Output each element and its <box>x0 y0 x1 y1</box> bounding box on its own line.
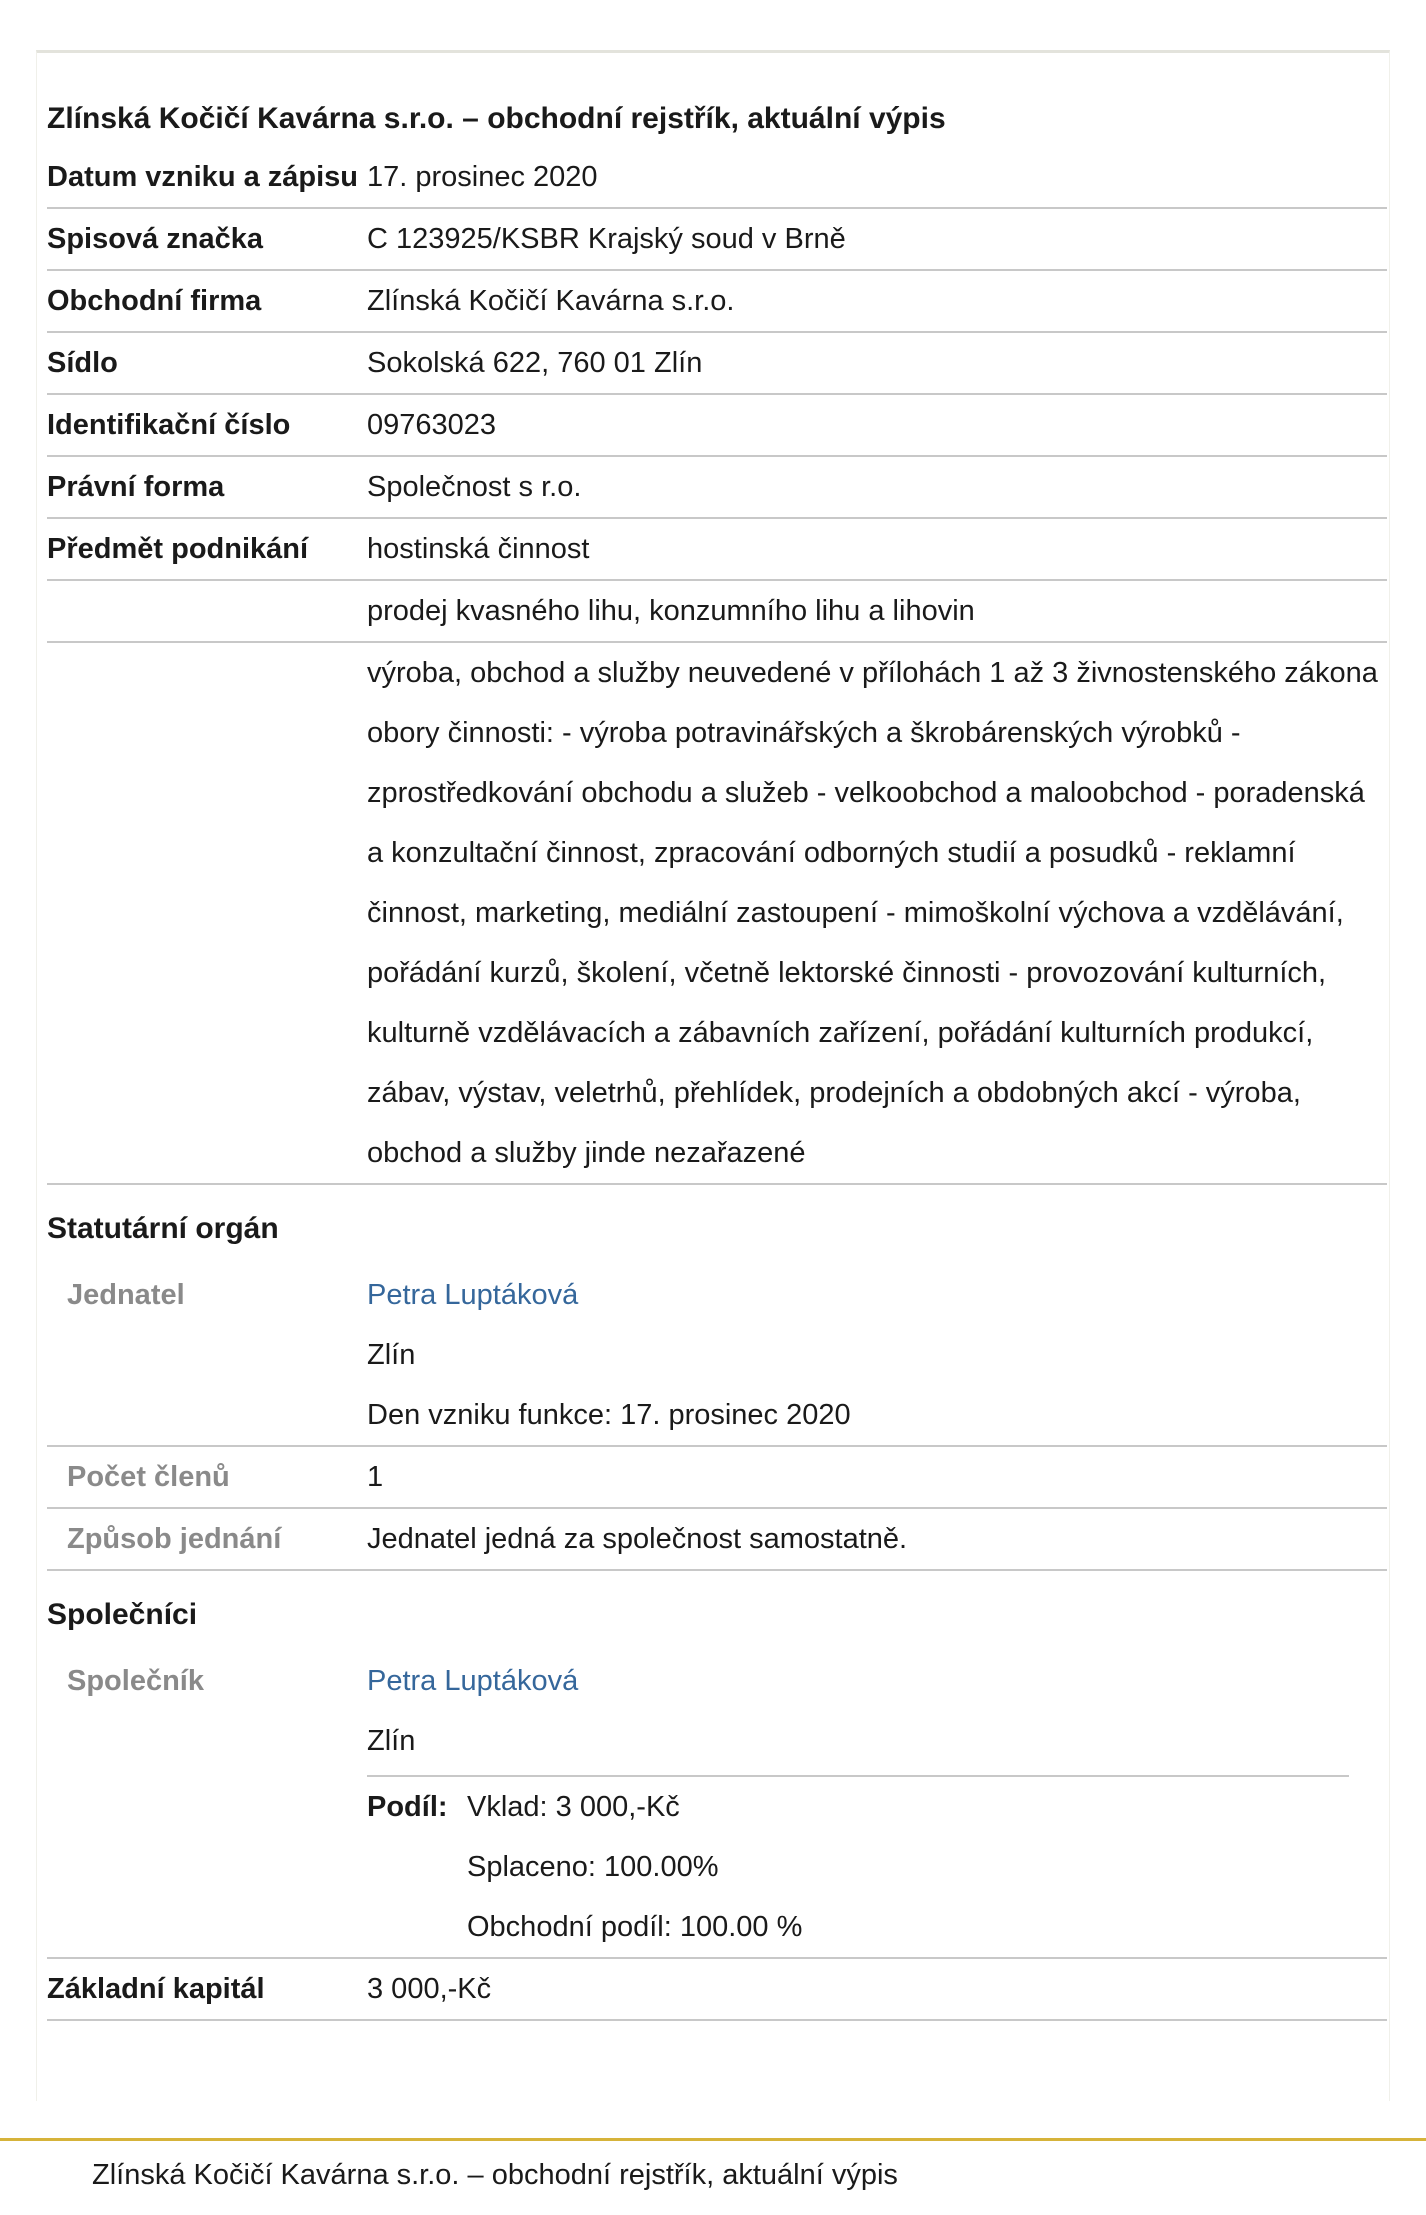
jednatel-since: Den vzniku funkce: 17. prosinec 2020 <box>367 1399 851 1431</box>
jednatel-name-link[interactable]: Petra Luptáková <box>367 1279 579 1311</box>
row-value: Jednatel jedná za společnost samostatně. <box>367 1523 908 1555</box>
row-predmet-podnikani-3 <box>47 643 1387 1185</box>
predmet-item: výroba, obchod a služby neuvedené v přílohách 1 až 3 živnostenského zákona obory činnosti: - výroba potravinářských a škrobárenských výrobků - zprostředkování obchodu a služeb - velkoobchod a maloobchod - poradenská a konzultační činnost, zpracování odborných studií a posudků - reklamní činnost, marketing, mediální zastoupení - mimoškolní výchova a vzdělávání, pořádání kurzů, školení, včetně lektorské činnosti - provozování kulturních, kulturně vzdělávacích a zábavních zařízení, pořádání kulturních produkcí, zábav, výstav, veletrhů, přehlídek, prodejních a obdobných akcí - výroba, obchod a služby jinde nezařazené <box>367 657 1378 1169</box>
row-label: Datum vzniku a zápisu <box>47 161 359 193</box>
page-footer <box>0 2138 1426 2215</box>
jednatel-details <box>367 1265 1387 1445</box>
obchodni-podil-value: Obchodní podíl: 100.00 % <box>467 1911 803 1943</box>
row-label: Obchodní firma <box>47 285 262 317</box>
row-identifikacni-cislo <box>47 395 1387 457</box>
row-label: Identifikační číslo <box>47 409 291 441</box>
predmet-item: prodej kvasného lihu, konzumního lihu a lihovin <box>367 595 975 627</box>
row-pravni-forma <box>47 457 1387 519</box>
row-label: Počet členů <box>67 1461 230 1493</box>
row-label: Jednatel <box>67 1279 185 1311</box>
row-label: Spisová značka <box>47 223 263 255</box>
row-obchodni-firma <box>47 271 1387 333</box>
predmet-item: hostinská činnost <box>367 533 590 565</box>
row-value: Společnost s r.o. <box>367 471 582 503</box>
row-label-empty <box>47 643 367 1183</box>
row-zpusob-jednani <box>47 1509 1387 1571</box>
spolecnik-name-link[interactable]: Petra Luptáková <box>367 1665 579 1697</box>
section-statutarni-organ: Statutární orgán <box>47 1212 279 1245</box>
row-value: Sokolská 622, 760 01 Zlín <box>367 347 703 379</box>
row-label: Předmět podnikání <box>47 533 309 565</box>
row-label: Sídlo <box>47 347 118 379</box>
podil-label: Podíl: <box>367 1791 448 1823</box>
register-extract-panel <box>36 50 1390 2101</box>
row-label-empty <box>47 581 367 641</box>
row-value: 17. prosinec 2020 <box>367 161 598 193</box>
page-title: Zlínská Kočičí Kavárna s.r.o. – obchodní rejstřík, aktuální výpis <box>47 102 946 135</box>
row-label: Základní kapitál <box>47 1973 265 2005</box>
row-predmet-podnikani-2 <box>47 581 1387 643</box>
footer-title: Zlínská Kočičí Kavárna s.r.o. – obchodní rejstřík, aktuální výpis <box>92 2159 898 2191</box>
row-predmet-podnikani <box>47 519 1387 581</box>
row-sidlo <box>47 333 1387 395</box>
section-spolecnici: Společníci <box>47 1598 198 1631</box>
spolecnik-city: Zlín <box>367 1725 416 1757</box>
podil-block <box>367 1775 1349 1957</box>
row-label: Společník <box>67 1665 204 1697</box>
register-extract <box>47 99 1387 2021</box>
row-jednatel <box>47 1265 1387 1447</box>
row-value: Zlínská Kočičí Kavárna s.r.o. <box>367 285 735 317</box>
row-spisova-znacka <box>47 209 1387 271</box>
row-label: Právní forma <box>47 471 225 503</box>
row-spolecnik <box>47 1651 1387 1959</box>
row-value: 1 <box>367 1461 384 1493</box>
spolecnik-details <box>367 1651 1387 1957</box>
row-value: 3 000,-Kč <box>367 1973 492 2005</box>
row-value: C 123925/KSBR Krajský soud v Brně <box>367 223 846 255</box>
row-datum-vzniku <box>47 147 1387 209</box>
row-pocet-clenu <box>47 1445 1387 1509</box>
jednatel-city: Zlín <box>367 1339 416 1371</box>
vklad-value: Vklad: 3 000,-Kč <box>467 1791 680 1823</box>
splaceno-value: Splaceno: 100.00% <box>467 1851 719 1883</box>
row-value: 09763023 <box>367 409 497 441</box>
row-zakladni-kapital <box>47 1959 1387 2021</box>
podil-values <box>467 1777 1349 1957</box>
row-label: Způsob jednání <box>67 1523 282 1555</box>
